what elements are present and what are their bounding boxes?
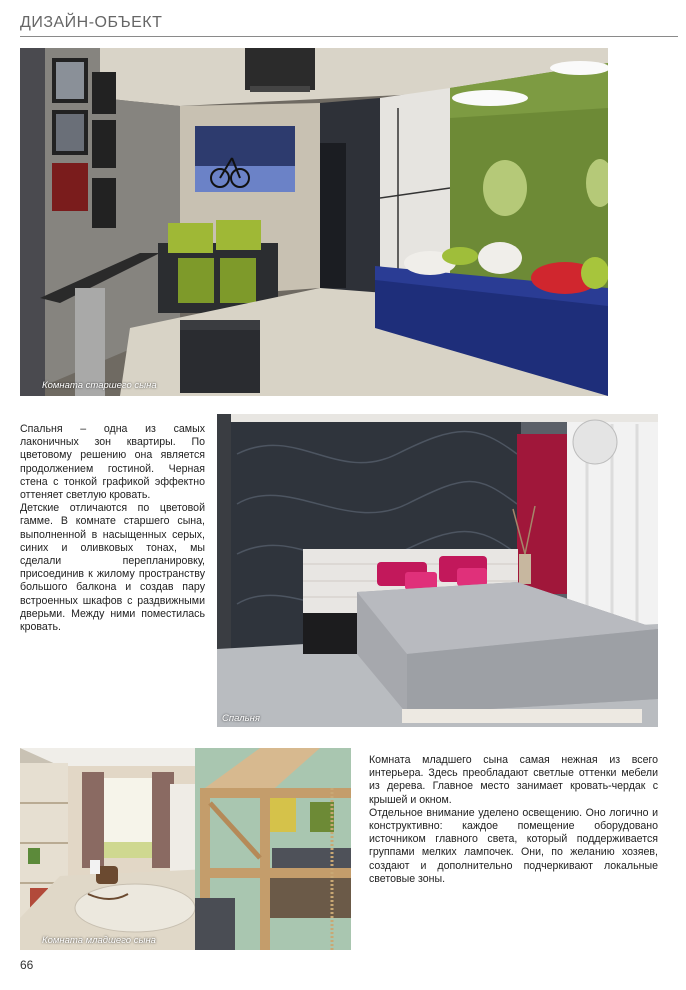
caption-bedroom: Спальня	[222, 713, 260, 724]
paragraph-bedroom: Спальня – одна из самых лаконичных зон квартиры. По цветовому решению она является продолжением гостиной. Черная стена с тонкой графикой эффектно оттеняет светлую кровать.	[20, 423, 205, 502]
photo-younger-son-room	[20, 748, 351, 950]
caption-younger-son-room: Комната младшего сына	[42, 935, 156, 946]
photo-older-son-room	[20, 48, 608, 396]
text-column-left	[20, 423, 205, 634]
photo-bedroom	[217, 414, 658, 727]
caption-older-son-room: Комната старшего сына	[42, 380, 157, 391]
paragraph-younger-son: Комната младшего сына самая нежная из всего интерьера. Здесь преобладают светлые оттенки мебели из дерева. Главное место занимает кровать-чердак с крышей и окном.	[369, 754, 658, 806]
page-number: 66	[20, 958, 34, 972]
paragraph-lighting: Отдельное внимание уделено освещению. Оно логично и конструктивно: каждое помещение оборудовано источником главного света, который поддерживается группами мелких лампочек. Они, по желанию хозяев, создают и дополнительно подчеркивают локальные световые зоны.	[369, 806, 658, 885]
header-rule	[20, 36, 678, 37]
paragraph-kids-rooms: Детские отличаются по цветовой гамме. В комнате старшего сына, выполненной в насыщенных серых, синих и оливковых тонах, мы сделали перепланировку, присоединив к жилому пространству большого балкона и создав пару встроенных шкафов с раздвижными дверьми. Между ними поместилась кровать.	[20, 502, 205, 634]
section-header-title: ДИЗАЙН-ОБЪЕКТ	[20, 14, 163, 31]
text-column-right	[369, 754, 658, 886]
